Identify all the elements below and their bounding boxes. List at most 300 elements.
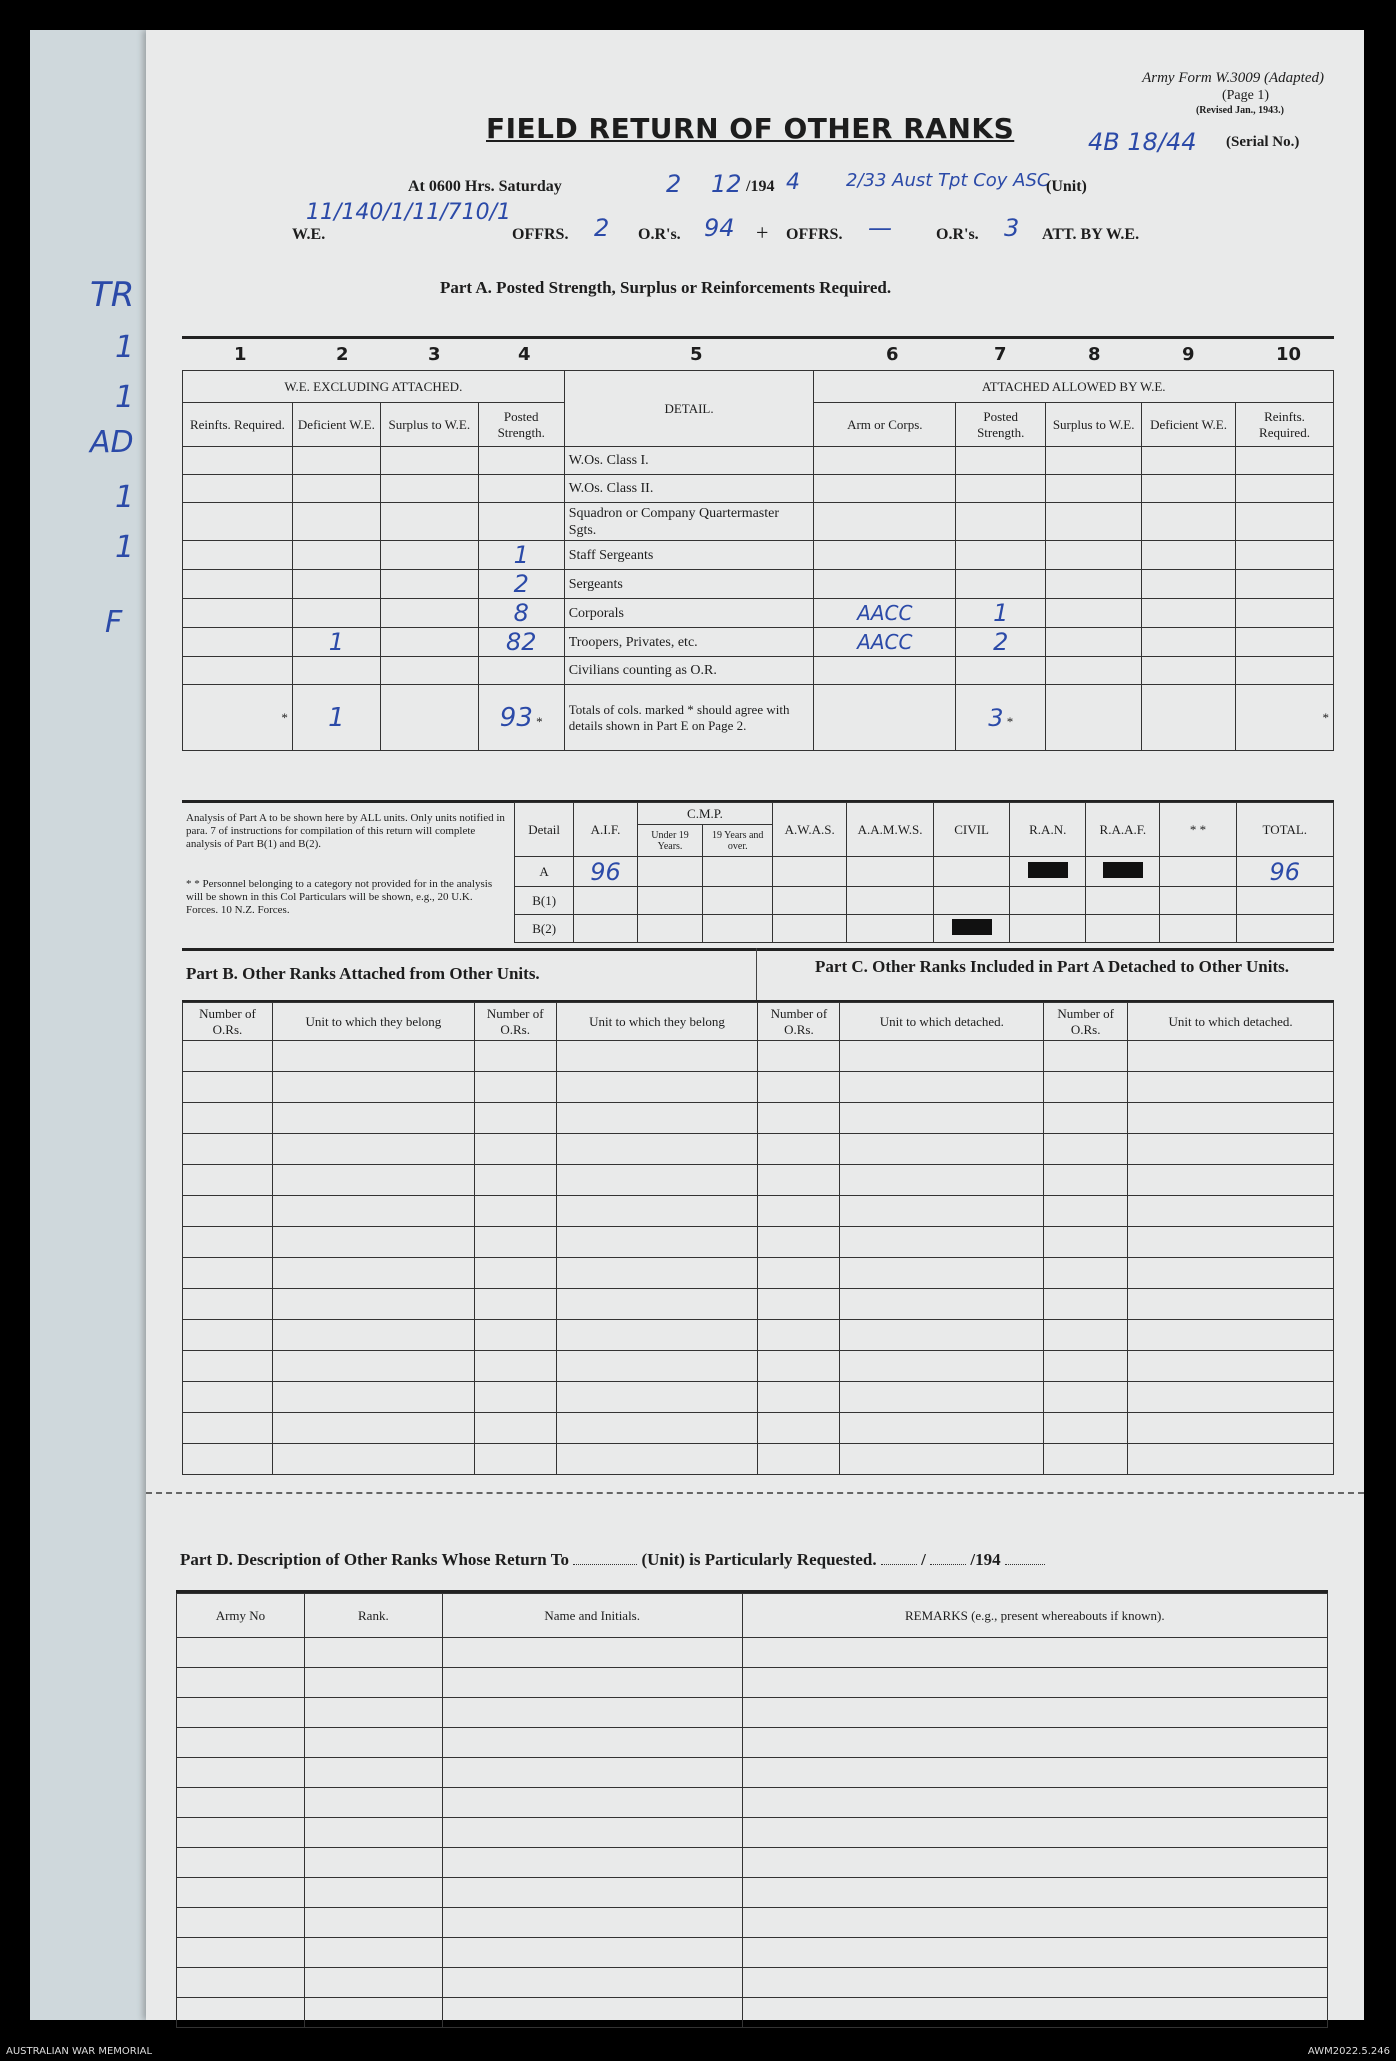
part-d-rank-header: Rank. xyxy=(304,1594,442,1638)
blank-cell[interactable] xyxy=(304,1698,442,1728)
blank-cell[interactable] xyxy=(840,1320,1044,1351)
part-d-year-blank[interactable] xyxy=(1005,1564,1045,1565)
blank-cell[interactable] xyxy=(183,1258,273,1289)
blank-cell[interactable] xyxy=(840,1196,1044,1227)
blank-cell[interactable] xyxy=(304,1938,442,1968)
column-number: 8 xyxy=(1088,344,1101,365)
blank-cell[interactable] xyxy=(442,1818,742,1848)
blank-cell[interactable] xyxy=(1128,1351,1334,1382)
analysis-detail-header: Detail xyxy=(515,803,574,857)
blank-cell[interactable] xyxy=(474,1072,556,1103)
blank-cell[interactable] xyxy=(1044,1258,1128,1289)
blank-cell[interactable] xyxy=(474,1103,556,1134)
blank-cell[interactable] xyxy=(442,1728,742,1758)
ors-label: O.R's. xyxy=(638,226,681,243)
table-row xyxy=(183,1413,1334,1444)
analysis-aamws-header: A.A.M.W.S. xyxy=(847,803,934,857)
blank-cell[interactable] xyxy=(742,1908,1327,1938)
blank-cell[interactable] xyxy=(442,1698,742,1728)
part-c-heading: Part C. Other Ranks Included in Part A Detached to Other Units. xyxy=(815,957,1289,976)
blank-cell[interactable] xyxy=(183,1227,273,1258)
analysis-aif-header: A.I.F. xyxy=(574,803,637,857)
table-row xyxy=(183,1227,1334,1258)
table-row xyxy=(183,1351,1334,1382)
blank-cell[interactable] xyxy=(304,1998,442,2028)
blank-cell[interactable] xyxy=(272,1196,474,1227)
blank-cell[interactable] xyxy=(840,1258,1044,1289)
blank-cell[interactable] xyxy=(1128,1134,1334,1165)
table-row xyxy=(183,1165,1334,1196)
date-year-hand: 4 xyxy=(786,170,800,195)
analysis-civil-header: CIVIL xyxy=(933,803,1009,857)
blank-cell[interactable] xyxy=(1128,1072,1334,1103)
blank-cell[interactable] xyxy=(1044,1320,1128,1351)
detail-row xyxy=(183,541,1334,570)
blank-cell[interactable] xyxy=(556,1320,758,1351)
blank-cell[interactable] xyxy=(1128,1196,1334,1227)
blank-cell[interactable] xyxy=(1128,1165,1334,1196)
offrs2-hand: — xyxy=(868,214,892,242)
table-row xyxy=(177,1788,1328,1818)
blank-cell[interactable] xyxy=(304,1848,442,1878)
blank-cell[interactable] xyxy=(177,1818,305,1848)
perforation-line xyxy=(146,1492,1364,1494)
blank-cell[interactable] xyxy=(556,1289,758,1320)
page-title: FIELD RETURN OF OTHER RANKS xyxy=(486,112,1015,145)
ors2-label: O.R's. xyxy=(936,226,979,243)
blank-cell[interactable] xyxy=(1044,1444,1128,1475)
blank-cell[interactable] xyxy=(183,1165,273,1196)
margin-note: 1 xyxy=(115,530,135,565)
table-row xyxy=(177,1758,1328,1788)
blank-cell[interactable] xyxy=(183,1103,273,1134)
blank-cell[interactable] xyxy=(758,1134,840,1165)
row-detail: Corporals xyxy=(568,605,624,621)
analysis-under19-header: Under 19 Years. xyxy=(637,825,703,857)
row-deficient: 1 xyxy=(328,628,345,656)
blank-cell[interactable] xyxy=(474,1289,556,1320)
blank-cell[interactable] xyxy=(177,1878,305,1908)
unit-label: (Unit) xyxy=(1046,178,1087,195)
blank-cell[interactable] xyxy=(1044,1227,1128,1258)
detail-row xyxy=(183,599,1334,628)
row-detail: W.Os. Class I. xyxy=(568,453,649,468)
row-posted: 1 xyxy=(513,541,529,569)
blank-cell[interactable] xyxy=(1044,1103,1128,1134)
part-b-number-header: Number of O.Rs. xyxy=(183,1003,273,1041)
table-row xyxy=(183,1289,1334,1320)
blank-cell[interactable] xyxy=(272,1258,474,1289)
part-c-unit-header: Unit to which detached. xyxy=(840,1003,1044,1041)
serial-number-hand: 4B 18/44 xyxy=(1088,128,1197,156)
blank-cell[interactable] xyxy=(1128,1289,1334,1320)
blank-cell[interactable] xyxy=(556,1258,758,1289)
blank-cell[interactable] xyxy=(474,1258,556,1289)
margin-note: F xyxy=(105,605,123,640)
blank-cell[interactable] xyxy=(758,1103,840,1134)
table-row xyxy=(183,1072,1334,1103)
part-d-heading: Part D. Description of Other Ranks Whose Return To (Unit) is Particularly Requested. / /194 xyxy=(180,1550,1045,1570)
blank-cell[interactable] xyxy=(183,1351,273,1382)
blank-cell[interactable] xyxy=(1044,1382,1128,1413)
header-surplus: Surplus to W.E. xyxy=(380,403,478,447)
blank-cell[interactable] xyxy=(556,1134,758,1165)
row-detail: W.Os. Class II. xyxy=(568,481,654,496)
offrs2-label: OFFRS. xyxy=(786,226,843,243)
analysis-cmp-header: C.M.P. xyxy=(637,803,772,825)
blank-cell[interactable] xyxy=(183,1444,273,1475)
blank-cell[interactable] xyxy=(183,1041,273,1072)
table-row xyxy=(183,1382,1334,1413)
row-posted: 82 xyxy=(505,628,537,656)
blank-cell[interactable] xyxy=(304,1638,442,1668)
form-page xyxy=(146,30,1364,2020)
blank-cell[interactable] xyxy=(442,1638,742,1668)
blank-cell[interactable] xyxy=(556,1351,758,1382)
blank-cell[interactable] xyxy=(742,1638,1327,1668)
part-d-unit-blank[interactable] xyxy=(573,1564,637,1565)
blank-cell[interactable] xyxy=(840,1041,1044,1072)
blank-cell[interactable] xyxy=(272,1289,474,1320)
total-reinfts-star: * xyxy=(183,685,293,751)
offrs-label: OFFRS. xyxy=(512,226,569,243)
blank-cell[interactable] xyxy=(177,1668,305,1698)
blank-cell[interactable] xyxy=(1128,1320,1334,1351)
blank-cell[interactable] xyxy=(183,1196,273,1227)
analysis-total-header: TOTAL. xyxy=(1236,803,1333,857)
offrs-hand: 2 xyxy=(594,214,610,242)
blank-cell[interactable] xyxy=(556,1444,758,1475)
blank-cell[interactable] xyxy=(742,1698,1327,1728)
blank-cell[interactable] xyxy=(177,1638,305,1668)
redaction-block xyxy=(1103,862,1143,878)
group-we-excluding: W.E. EXCLUDING ATTACHED. xyxy=(183,371,565,403)
underlying-page xyxy=(30,30,160,2020)
part-d-table xyxy=(176,1593,1328,2028)
row-detail: Squadron or Company Quartermaster Sgts. xyxy=(568,505,780,538)
blank-cell[interactable] xyxy=(272,1444,474,1475)
blank-cell[interactable] xyxy=(474,1382,556,1413)
part-d-year: /194 xyxy=(970,1550,1001,1569)
blank-cell[interactable] xyxy=(742,1668,1327,1698)
blank-cell[interactable] xyxy=(1128,1227,1334,1258)
blank-cell[interactable] xyxy=(183,1413,273,1444)
blank-cell[interactable] xyxy=(177,1788,305,1818)
blank-cell[interactable] xyxy=(758,1320,840,1351)
blank-cell[interactable] xyxy=(474,1227,556,1258)
army-form-label: Army Form W.3009 (Adapted) xyxy=(1142,70,1324,86)
blank-cell[interactable] xyxy=(1128,1041,1334,1072)
serial-label: (Serial No.) xyxy=(1226,134,1300,150)
blank-cell[interactable] xyxy=(556,1196,758,1227)
row-detail: Staff Sergeants xyxy=(568,547,654,563)
blank-cell[interactable] xyxy=(272,1041,474,1072)
blank-cell[interactable] xyxy=(177,1908,305,1938)
part-a-table xyxy=(182,370,1334,751)
blank-cell[interactable] xyxy=(474,1165,556,1196)
blank-cell[interactable] xyxy=(840,1103,1044,1134)
table-row xyxy=(177,1818,1328,1848)
column-number: 9 xyxy=(1182,344,1195,365)
blank-cell[interactable] xyxy=(758,1289,840,1320)
blank-cell[interactable] xyxy=(183,1289,273,1320)
analysis-aif-a: 96 xyxy=(590,857,621,886)
we-label: W.E. xyxy=(292,226,326,243)
detail-row xyxy=(183,475,1334,503)
blank-cell[interactable] xyxy=(556,1165,758,1196)
blank-cell[interactable] xyxy=(758,1072,840,1103)
blank-cell[interactable] xyxy=(758,1196,840,1227)
part-d-month-blank[interactable] xyxy=(930,1564,966,1565)
blank-cell[interactable] xyxy=(758,1413,840,1444)
blank-cell[interactable] xyxy=(442,1998,742,2028)
blank-cell[interactable] xyxy=(1128,1103,1334,1134)
row-posted-att: 2 xyxy=(993,628,1009,656)
blank-cell[interactable] xyxy=(474,1320,556,1351)
analysis-note: Analysis of Part A to be shown here by ALL units. Only units notified in para. 7 of instructions for compilation of this return will complete analysis of Part B(1) and B(2). xyxy=(186,812,505,850)
blank-cell[interactable] xyxy=(758,1041,840,1072)
date-month: 12 xyxy=(711,170,742,198)
part-d-name-header: Name and Initials. xyxy=(442,1594,742,1638)
blank-cell[interactable] xyxy=(840,1444,1044,1475)
blank-cell[interactable] xyxy=(442,1908,742,1938)
blank-cell[interactable] xyxy=(742,1878,1327,1908)
blank-cell[interactable] xyxy=(758,1165,840,1196)
blank-cell[interactable] xyxy=(442,1668,742,1698)
part-a-top-rule xyxy=(182,336,1334,339)
analysis-raaf-header: R.A.A.F. xyxy=(1086,803,1160,857)
margin-note: 1 xyxy=(115,330,135,365)
blank-cell[interactable] xyxy=(304,1968,442,1998)
blank-cell[interactable] xyxy=(556,1382,758,1413)
row-detail: Troopers, Privates, etc. xyxy=(568,634,698,650)
blank-cell[interactable] xyxy=(742,1938,1327,1968)
blank-cell[interactable] xyxy=(272,1165,474,1196)
table-row xyxy=(183,1134,1334,1165)
part-d-heading-mid: (Unit) is Particularly Requested. xyxy=(641,1550,877,1569)
header-posted: Posted Strength. xyxy=(478,403,564,447)
total-deficient: 1 xyxy=(328,702,345,733)
part-a-heading: Part A. Posted Strength, Surplus or Reinforcements Required. xyxy=(440,278,892,297)
blank-cell[interactable] xyxy=(1128,1382,1334,1413)
blank-cell[interactable] xyxy=(272,1072,474,1103)
blank-cell[interactable] xyxy=(1128,1258,1334,1289)
margin-note: 1 xyxy=(115,380,135,415)
blank-cell[interactable] xyxy=(1044,1165,1128,1196)
totals-detail: Totals of cols. marked * should agree with details shown in Part E on Page 2. xyxy=(564,685,814,751)
blank-cell[interactable] xyxy=(840,1072,1044,1103)
blank-cell[interactable] xyxy=(474,1134,556,1165)
blank-cell[interactable] xyxy=(758,1382,840,1413)
blank-cell[interactable] xyxy=(758,1227,840,1258)
unit-hand: 2/33 Aust Tpt Coy ASC xyxy=(846,170,1050,191)
blank-cell[interactable] xyxy=(758,1444,840,1475)
blank-cell[interactable] xyxy=(304,1878,442,1908)
blank-cell[interactable] xyxy=(758,1351,840,1382)
analysis-ran-header: R.A.N. xyxy=(1010,803,1086,857)
blank-cell[interactable] xyxy=(177,1938,305,1968)
revised-label: (Revised Jan., 1943.) xyxy=(1195,105,1284,116)
blank-cell[interactable] xyxy=(1044,1289,1128,1320)
blank-cell[interactable] xyxy=(742,1758,1327,1788)
row-posted: 8 xyxy=(513,599,529,627)
blank-cell[interactable] xyxy=(304,1668,442,1698)
header-reinfts: Reinfts. Required. xyxy=(183,403,293,447)
analysis-awas-header: A.W.A.S. xyxy=(773,803,847,857)
blank-cell[interactable] xyxy=(272,1382,474,1413)
blank-cell[interactable] xyxy=(177,1728,305,1758)
blank-cell[interactable] xyxy=(742,1968,1327,1998)
blank-cell[interactable] xyxy=(272,1320,474,1351)
analysis-row-label: A xyxy=(515,857,574,887)
blank-cell[interactable] xyxy=(304,1818,442,1848)
blank-cell[interactable] xyxy=(177,1758,305,1788)
table-row xyxy=(177,1878,1328,1908)
table-row xyxy=(177,1638,1328,1668)
blank-cell[interactable] xyxy=(758,1258,840,1289)
part-d-army-no-header: Army No xyxy=(177,1594,305,1638)
blank-cell[interactable] xyxy=(1044,1196,1128,1227)
part-d-heading-prefix: Part D. Description of Other Ranks Whose Return To xyxy=(180,1550,569,1569)
blank-cell[interactable] xyxy=(474,1351,556,1382)
table-row xyxy=(183,1196,1334,1227)
blank-cell[interactable] xyxy=(1128,1413,1334,1444)
analysis-row-label: B(2) xyxy=(515,915,574,943)
detail-header: DETAIL. xyxy=(564,371,814,447)
ors2-hand: 3 xyxy=(1004,214,1020,242)
table-row xyxy=(177,1668,1328,1698)
blank-cell[interactable] xyxy=(304,1728,442,1758)
blank-cell[interactable] xyxy=(840,1351,1044,1382)
blank-cell[interactable] xyxy=(474,1413,556,1444)
blank-cell[interactable] xyxy=(742,1788,1327,1818)
we-hand: 11/140/1/11/710/1 xyxy=(306,200,512,225)
blank-cell[interactable] xyxy=(304,1788,442,1818)
blank-cell[interactable] xyxy=(742,1998,1327,2028)
blank-cell[interactable] xyxy=(304,1908,442,1938)
blank-cell[interactable] xyxy=(556,1072,758,1103)
page-label: (Page 1) xyxy=(1221,88,1269,103)
blank-cell[interactable] xyxy=(840,1165,1044,1196)
table-row xyxy=(177,1848,1328,1878)
blank-cell[interactable] xyxy=(474,1444,556,1475)
blank-cell[interactable] xyxy=(742,1728,1327,1758)
blank-cell[interactable] xyxy=(177,1698,305,1728)
blank-cell[interactable] xyxy=(177,1848,305,1878)
blank-cell[interactable] xyxy=(183,1320,273,1351)
blank-cell[interactable] xyxy=(442,1938,742,1968)
blank-cell[interactable] xyxy=(177,1968,305,1998)
column-number: 6 xyxy=(886,344,899,365)
blank-cell[interactable] xyxy=(1044,1134,1128,1165)
blank-cell[interactable] xyxy=(840,1134,1044,1165)
blank-cell[interactable] xyxy=(556,1413,758,1444)
at-line: At 0600 Hrs. Saturday xyxy=(408,178,562,195)
att-label: ATT. BY W.E. xyxy=(1042,226,1140,243)
table-row xyxy=(177,1938,1328,1968)
table-row xyxy=(177,1968,1328,1998)
blank-cell[interactable] xyxy=(442,1848,742,1878)
blank-cell[interactable] xyxy=(272,1351,474,1382)
table-row xyxy=(183,1320,1334,1351)
blank-cell[interactable] xyxy=(556,1227,758,1258)
detail-row xyxy=(183,628,1334,657)
blank-cell[interactable] xyxy=(742,1848,1327,1878)
blank-cell[interactable] xyxy=(272,1134,474,1165)
footer-left: AUSTRALIAN WAR MEMORIAL xyxy=(6,2046,153,2057)
blank-cell[interactable] xyxy=(556,1041,758,1072)
blank-cell[interactable] xyxy=(442,1968,742,1998)
blank-cell[interactable] xyxy=(1044,1041,1128,1072)
blank-cell[interactable] xyxy=(840,1382,1044,1413)
blank-cell[interactable] xyxy=(474,1041,556,1072)
total-posted-star: * xyxy=(536,713,543,729)
blank-cell[interactable] xyxy=(442,1878,742,1908)
blank-cell[interactable] xyxy=(1044,1413,1128,1444)
blank-cell[interactable] xyxy=(742,1818,1327,1848)
table-row xyxy=(183,1041,1334,1072)
detail-row xyxy=(183,657,1334,685)
detail-row xyxy=(183,447,1334,475)
margin-note: 1 xyxy=(115,480,135,515)
blank-cell[interactable] xyxy=(183,1134,273,1165)
row-arm: AACC xyxy=(857,630,913,654)
table-row xyxy=(183,1258,1334,1289)
blank-cell[interactable] xyxy=(556,1103,758,1134)
blank-cell[interactable] xyxy=(177,1998,305,2028)
blank-cell[interactable] xyxy=(304,1758,442,1788)
blank-cell[interactable] xyxy=(1044,1351,1128,1382)
blank-cell[interactable] xyxy=(1044,1072,1128,1103)
blank-cell[interactable] xyxy=(442,1788,742,1818)
blank-cell[interactable] xyxy=(442,1758,742,1788)
detail-row xyxy=(183,570,1334,599)
blank-cell[interactable] xyxy=(840,1413,1044,1444)
header-reinfts-att: Reinfts. Required. xyxy=(1236,403,1334,447)
redaction-block xyxy=(952,919,992,935)
header-deficient-att: Deficient W.E. xyxy=(1142,403,1236,447)
part-d-day-blank[interactable] xyxy=(881,1564,917,1565)
part-bc-table xyxy=(182,1002,1334,1475)
total-posted-att: 3 xyxy=(988,703,1004,732)
table-row xyxy=(177,1908,1328,1938)
header-posted-att: Posted Strength. xyxy=(956,403,1046,447)
table-row xyxy=(177,1998,1328,2028)
blank-cell[interactable] xyxy=(272,1103,474,1134)
table-row xyxy=(177,1728,1328,1758)
blank-cell[interactable] xyxy=(840,1289,1044,1320)
blank-cell[interactable] xyxy=(183,1072,273,1103)
column-number: 2 xyxy=(336,344,349,365)
blank-cell[interactable] xyxy=(183,1382,273,1413)
table-row xyxy=(177,1698,1328,1728)
total-posted-att-star: * xyxy=(1006,713,1014,729)
row-arm: AACC xyxy=(857,601,913,625)
blank-cell[interactable] xyxy=(1128,1444,1334,1475)
blank-cell[interactable] xyxy=(840,1227,1044,1258)
row-posted-att: 1 xyxy=(993,599,1009,627)
margin-note: AD xyxy=(90,425,134,460)
blank-cell[interactable] xyxy=(272,1227,474,1258)
parts-divider xyxy=(756,948,757,1000)
analysis-over19-header: 19 Years and over. xyxy=(703,825,773,857)
header-deficient: Deficient W.E. xyxy=(292,403,380,447)
part-b-number-header: Number of O.Rs. xyxy=(474,1003,556,1041)
detail-row xyxy=(183,503,1334,541)
analysis-note-2: * * Personnel belonging to a category not provided for in the analysis will be shown in this Col Particulars will be shown, e.g., 20 U.K. Forces. 10 N.Z. Forces. xyxy=(186,878,493,916)
blank-cell[interactable] xyxy=(272,1413,474,1444)
blank-cell[interactable] xyxy=(474,1196,556,1227)
